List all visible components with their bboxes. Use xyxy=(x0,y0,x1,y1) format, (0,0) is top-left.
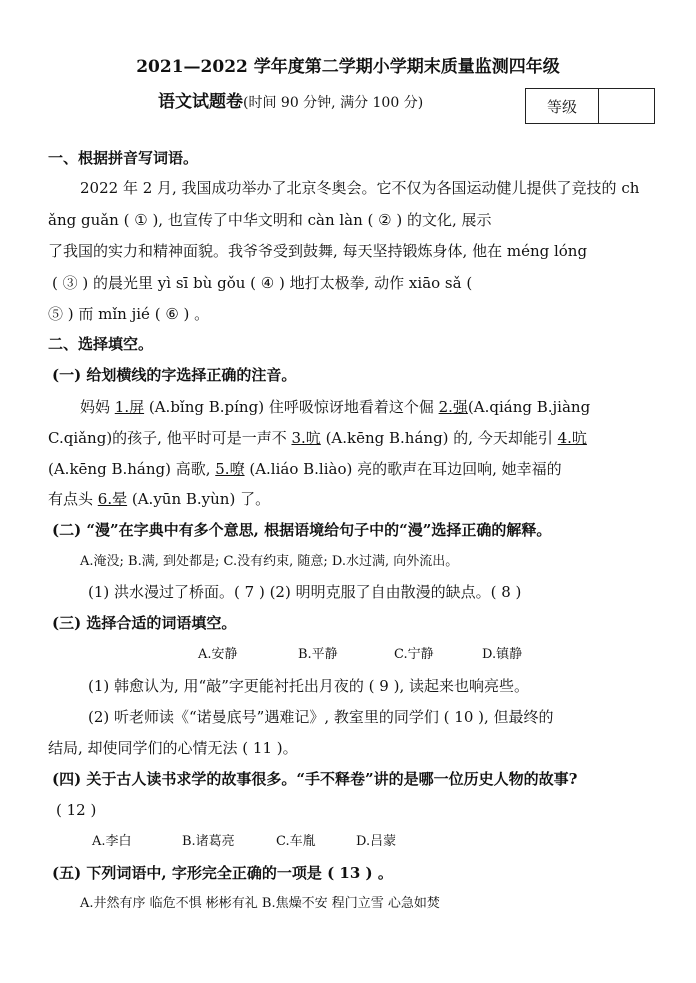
option-c: C.宁静 xyxy=(394,647,434,662)
option-b: B.诸葛亮 xyxy=(182,834,235,849)
part5-heading: (五) 下列词语中, 字形完全正确的一项是 ( 13 ) 。 xyxy=(52,864,393,882)
underlined-char-3: 3.吭 xyxy=(291,429,321,447)
exam-title: 2021—2022 学年度第二学期小学期末质量监测四年级 xyxy=(136,57,560,77)
section2-heading: 二、选择填空。 xyxy=(48,335,154,353)
exam-subtitle xyxy=(158,92,423,113)
part3-q1: (1) 韩愈认为, 用“敲”字更能衬托出月夜的 ( 9 ), 读起来也响亮些。 xyxy=(88,677,529,695)
underlined-char-5: 5.嘹 xyxy=(215,460,245,478)
section1-line-2: ǎng guǎn ( ① ), 也宣传了中华文明和 càn làn ( ② ) 的文化, 展示 xyxy=(48,211,492,229)
text: (A.yūn B.yùn) 了。 xyxy=(127,490,271,508)
part3-q2-line-2: 结局, 却使同学们的心情无法 ( 11 )。 xyxy=(48,739,298,757)
part5-options: A.井然有序 临危不惧 彬彬有礼 B.焦燥不安 程门立雪 心急如焚 xyxy=(80,896,440,911)
part3-heading: (三) 选择合适的词语填空。 xyxy=(52,614,237,632)
text: 妈妈 xyxy=(80,398,115,416)
section1-line-5: ⑤ ) 而 mǐn jié ( ⑥ ) 。 xyxy=(48,305,210,323)
text: (A.liáo B.liào) 亮的歌声在耳边回响, 她幸福的 xyxy=(244,460,562,478)
text: (A.qiáng B.jiàng xyxy=(467,398,591,416)
section1-line-1: 2022 年 2 月, 我国成功举办了北京冬奥会。它不仅为各国运动健儿提供了竞技的 ch xyxy=(80,179,640,197)
part1-line-2 xyxy=(48,428,587,448)
text: 有点头 xyxy=(48,490,98,508)
part3-options xyxy=(198,645,522,665)
grade-box xyxy=(525,88,655,124)
part2-heading: (二) “漫”在字典中有多个意思, 根据语境给句子中的“漫”选择正确的解释。 xyxy=(52,521,552,539)
option-a: A.李白 xyxy=(92,834,132,849)
underlined-char-4: 4.吭 xyxy=(557,429,587,447)
grade-value-field[interactable] xyxy=(599,89,654,123)
underlined-char-2: 2.强 xyxy=(438,398,468,416)
part3-q2-line-1: (2) 听老师读《“诺曼底号”遇难记》, 教室里的同学们 ( 10 ), 但最终的 xyxy=(88,708,554,726)
section1-line-3: 了我国的实力和精神面貌。我爷爷受到鼓舞, 每天坚持锻炼身体, 他在 méng lóng xyxy=(48,242,588,260)
text: C.qiǎng)的孩子, 他平时可是一声不 xyxy=(48,429,292,447)
part2-options: A.淹没; B.满, 到处都是; C.没有约束, 随意; D.水过满, 向外流出。 xyxy=(80,554,459,569)
part1-line-4 xyxy=(48,489,270,509)
part2-questions: (1) 洪水漫过了桥面。( 7 ) (2) 明明克服了自由散漫的缺点。( 8 ) xyxy=(88,583,522,601)
option-d: D.吕蒙 xyxy=(356,834,397,849)
section1-heading: 一、根据拼音写词语。 xyxy=(48,149,199,167)
option-a: A.安静 xyxy=(198,647,238,662)
option-d: D.镇静 xyxy=(482,647,523,662)
section1-line-4: ( ③ ) 的晨光里 yì sī bù gǒu ( ④ ) 地打太极拳, 动作 xiāo sǎ ( xyxy=(52,274,473,292)
grade-label: 等级 xyxy=(526,89,599,123)
option-c: C.车胤 xyxy=(276,834,316,849)
part1-heading: (一) 给划横线的字选择正确的注音。 xyxy=(52,366,297,384)
text: (A.kēng B.háng) 的, 今天却能引 xyxy=(320,429,558,447)
time-note: (时间 90 分钟, 满分 100 分) xyxy=(243,95,424,111)
underlined-char-1: 1.屏 xyxy=(114,398,145,416)
text: (A.kēng B.háng) 高歌, xyxy=(48,460,216,478)
part4-options xyxy=(92,832,396,852)
underlined-char-6: 6.晕 xyxy=(97,490,128,508)
part1-line-3 xyxy=(48,459,562,479)
subject-label: 语文试题卷 xyxy=(158,92,243,112)
part1-line-1 xyxy=(80,397,590,417)
text: (A.bǐng B.píng) 住呼吸惊讶地看着这个倔 xyxy=(144,398,439,416)
part4-blank: ( 12 ) xyxy=(56,801,97,819)
part4-heading: (四) 关于古人读书求学的故事很多。“手不释卷”讲的是哪一位历史人物的故事? xyxy=(52,770,578,788)
option-b: B.平静 xyxy=(298,647,338,662)
